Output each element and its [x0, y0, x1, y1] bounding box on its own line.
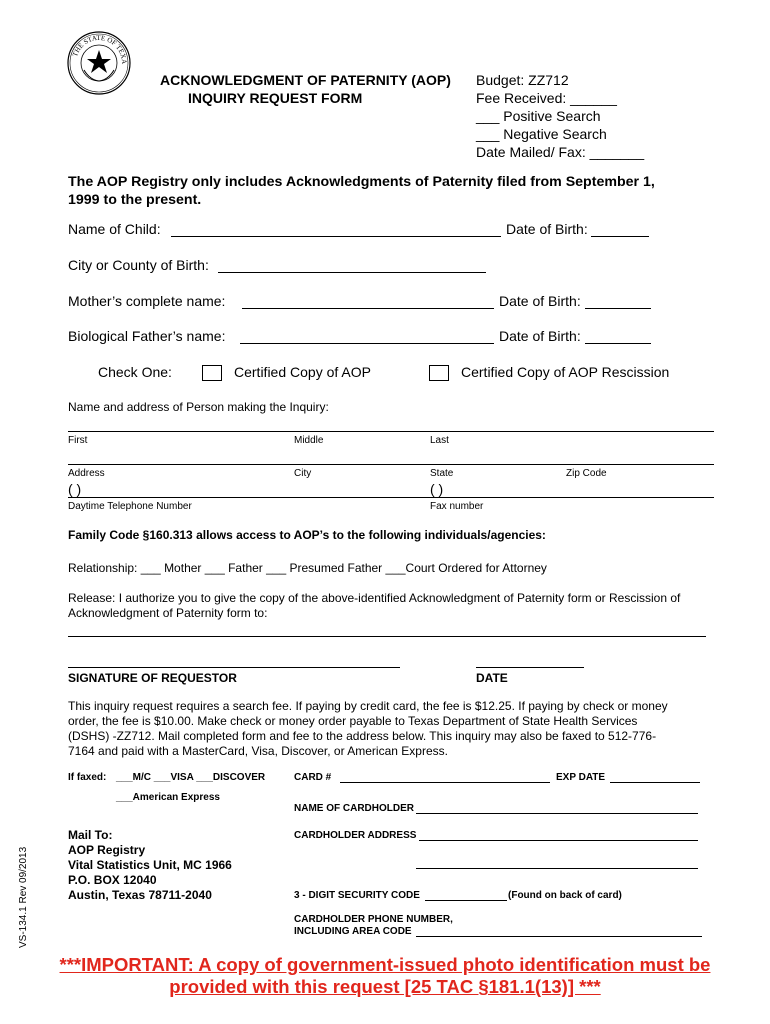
mother-dob-input[interactable] — [585, 308, 651, 309]
family-code-notice: Family Code §160.313 allows access to AOP’s to the following individuals/agencies: — [68, 528, 546, 542]
positive-search[interactable]: ___ Positive Search — [476, 108, 601, 124]
cardholder-phone-label2: INCLUDING AREA CODE — [294, 926, 412, 937]
form-title-line2: INQUIRY REQUEST FORM — [188, 90, 363, 106]
cardholder-name-input[interactable] — [416, 813, 698, 814]
fee-text-line2: order, the fee is $10.00. Make check or money order payable to Texas Department of State Health Services — [68, 714, 638, 728]
phone-label: Daytime Telephone Number — [68, 501, 192, 512]
requestor-address-input[interactable] — [68, 464, 714, 465]
budget: Budget: ZZ712 — [476, 72, 569, 88]
mail-to-line4: Austin, Texas 78711-2040 — [68, 888, 212, 902]
negative-search[interactable]: ___ Negative Search — [476, 126, 607, 142]
check-one-label: Check One: — [98, 364, 172, 380]
fee-text-line4: 7164 and paid with a MasterCard, Visa, Discover, or American Express. — [68, 744, 448, 758]
state-seal — [66, 30, 132, 96]
mothers-name-label: Mother’s complete name: — [68, 293, 226, 309]
date-mailed-fax[interactable]: Date Mailed/ Fax: _______ — [476, 144, 645, 160]
certified-copy-rescission-label: Certified Copy of AOP Rescission — [461, 364, 670, 380]
mail-to-line3: P.O. BOX 12040 — [68, 873, 157, 887]
texas-seal-icon — [66, 30, 132, 96]
fathers-name-input[interactable] — [240, 343, 494, 344]
card-number-label: CARD # — [294, 772, 332, 783]
cardholder-address-label: CARDHOLDER ADDRESS — [294, 830, 417, 841]
mail-to-label: Mail To: — [68, 828, 113, 842]
requestor-phone-input[interactable] — [68, 497, 714, 498]
fee-text-line1: This inquiry request requires a search fee. If paying by credit card, the fee is $12.25. If paying by check or money — [68, 699, 668, 713]
mothers-name-input[interactable] — [242, 308, 494, 309]
fax-label: Fax number — [430, 501, 484, 512]
first-name-label: First — [68, 435, 88, 446]
certified-copy-aop-checkbox[interactable] — [202, 365, 222, 381]
address-label: Address — [68, 468, 105, 479]
signature-input[interactable] — [68, 667, 400, 668]
certified-copy-rescission-checkbox[interactable] — [429, 365, 449, 381]
mother-dob-label: Date of Birth: — [499, 293, 581, 309]
fee-received[interactable]: Fee Received: ______ — [476, 90, 617, 106]
release-line1: Release: I authorize you to give the copy of the above-identified Acknowledgment of Paternity form or Rescission of — [68, 591, 681, 605]
cardholder-phone-input[interactable] — [416, 936, 702, 937]
card-type-options[interactable]: ___M/C ___VISA ___DISCOVER — [116, 772, 266, 783]
mail-to-line1: AOP Registry — [68, 843, 146, 857]
fathers-name-label: Biological Father’s name: — [68, 328, 226, 344]
card-number-input[interactable] — [340, 782, 550, 783]
cardholder-name-label: NAME OF CARDHOLDER — [294, 803, 414, 814]
registry-notice-line2: 1999 to the present. — [68, 192, 202, 208]
date-label: DATE — [476, 671, 508, 685]
cardholder-phone-label1: CARDHOLDER PHONE NUMBER, — [294, 914, 453, 925]
father-dob-label: Date of Birth: — [499, 328, 581, 344]
form-id: VS-134.1 Rev 09/2013 — [18, 846, 29, 948]
exp-date-input[interactable] — [610, 782, 700, 783]
important-notice-line2: provided with this request [25 TAC §181.1(13)] *** — [169, 976, 601, 997]
relationship-options[interactable]: Relationship: ___ Mother ___ Father ___ Presumed Father ___Court Ordered for Attorney — [68, 561, 547, 575]
cardholder-address-input[interactable] — [419, 840, 698, 841]
signature-label: SIGNATURE OF REQUESTOR — [68, 671, 237, 685]
child-dob-label: Date of Birth: — [506, 221, 588, 237]
state-label: State — [430, 468, 454, 479]
exp-date-label: EXP DATE — [556, 772, 606, 783]
requestor-name-input[interactable] — [68, 431, 714, 432]
requestor-heading: Name and address of Person making the Inquiry: — [68, 400, 329, 414]
city-county-input[interactable] — [218, 272, 486, 273]
city-label: City — [294, 468, 312, 479]
zip-code-label: Zip Code — [566, 468, 607, 479]
mail-to-line2: Vital Statistics Unit, MC 1966 — [68, 858, 232, 872]
registry-notice-line1: The AOP Registry only includes Acknowledgments of Paternity filed from September 1, — [68, 174, 655, 190]
security-code-input[interactable] — [425, 900, 507, 901]
if-faxed-label: If faxed: — [68, 772, 107, 783]
cardholder-address-input-line2[interactable] — [416, 868, 698, 869]
certified-copy-aop-label: Certified Copy of AOP — [234, 364, 371, 380]
phone-area-code: ( ) — [68, 481, 82, 497]
release-recipient-input[interactable] — [68, 636, 706, 637]
name-of-child-input[interactable] — [171, 236, 501, 237]
middle-name-label: Middle — [294, 435, 324, 446]
found-on-back-note: (Found on back of card) — [508, 890, 622, 901]
father-dob-input[interactable] — [585, 343, 651, 344]
release-line2: Acknowledgment of Paternity form to: — [68, 606, 268, 620]
security-code-label: 3 - DIGIT SECURITY CODE — [294, 890, 420, 901]
form-title-line1: ACKNOWLEDGMENT OF PATERNITY (AOP) — [160, 72, 451, 88]
fax-area-code: ( ) — [430, 481, 444, 497]
important-notice-line1: ***IMPORTANT: A copy of government-issued photo identification must be — [59, 954, 711, 975]
signature-date-input[interactable] — [476, 667, 584, 668]
last-name-label: Last — [430, 435, 449, 446]
amex-option[interactable]: ___American Express — [116, 792, 220, 803]
name-of-child-label: Name of Child: — [68, 221, 161, 237]
child-dob-input[interactable] — [591, 236, 649, 237]
seal-text: THE STATE OF TEXA — [71, 33, 129, 65]
city-county-label: City or County of Birth: — [68, 257, 209, 273]
fee-text-line3: (DSHS) -ZZ712. Mail completed form and fee to the address below. This inquiry may also be faxed to 512-776- — [68, 729, 657, 743]
